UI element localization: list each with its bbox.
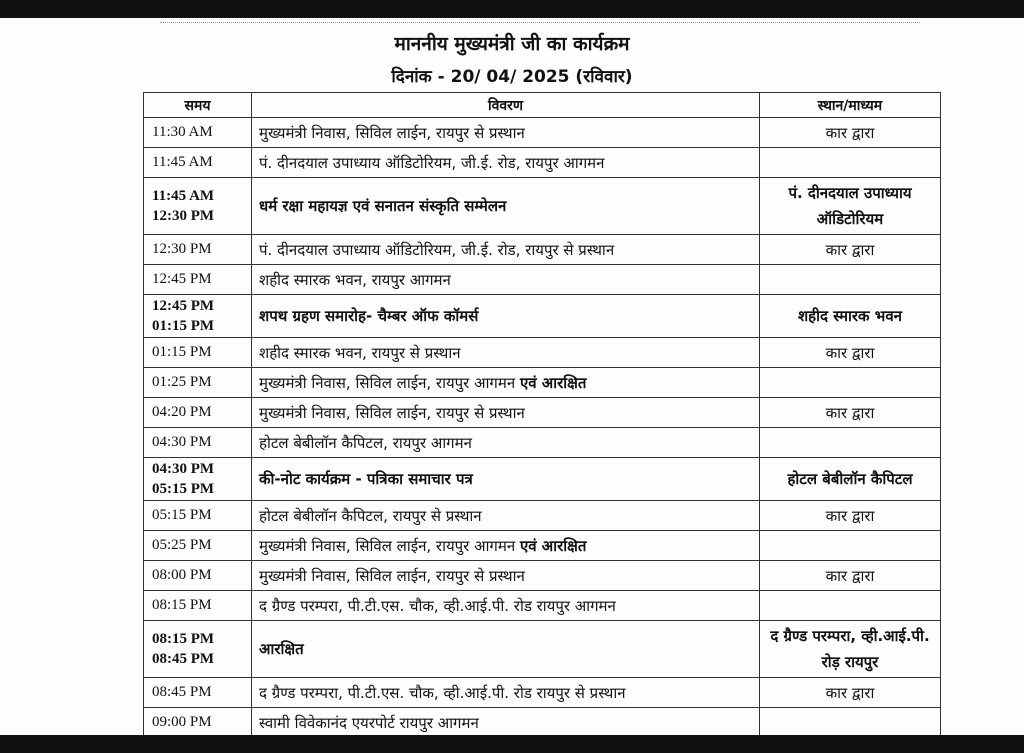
start-time: 08:15 PM xyxy=(152,631,215,647)
start-time: 08:15 PM xyxy=(152,597,212,613)
place-text: कार द्वारा xyxy=(825,683,875,702)
table-row xyxy=(144,531,941,561)
place-text: कार द्वारा xyxy=(825,506,875,525)
table-row xyxy=(144,501,941,531)
table-row xyxy=(144,428,941,458)
place-cell xyxy=(760,235,941,265)
place-text: पं. दीनदयाल उपाध्याय ऑडिटोरियम xyxy=(788,184,912,228)
end-time: 01:15 PM xyxy=(152,318,215,334)
description-cell xyxy=(252,678,760,708)
time-cell xyxy=(144,428,252,458)
description-cell xyxy=(252,428,760,458)
description-cell xyxy=(252,148,760,178)
page-title: माननीय मुख्यमंत्री जी का कार्यक्रम xyxy=(394,33,630,55)
place-cell xyxy=(760,398,941,428)
description-cell xyxy=(252,118,760,148)
place-text: कार द्वारा xyxy=(825,403,875,422)
start-time: 01:15 PM xyxy=(152,344,212,360)
start-time: 01:25 PM xyxy=(152,374,212,390)
place-text: द ग्रैण्ड परम्परा, व्ही.आई.पी. रोड़ रायपुर xyxy=(770,627,930,671)
description-text: द ग्रैण्ड परम्परा, पी.टी.एस. चौक, व्ही.आई.पी. रोड रायपुर से प्रस्थान xyxy=(259,683,626,702)
reserved-note: एवं आरक्षित xyxy=(519,536,587,555)
place-cell xyxy=(760,265,941,295)
description-cell xyxy=(252,458,760,501)
table-row xyxy=(144,118,941,148)
start-time: 04:30 PM xyxy=(152,461,215,477)
description-cell xyxy=(252,368,760,398)
description-text: मुख्यमंत्री निवास, सिविल लाईन, रायपुर से प्रस्थान xyxy=(259,403,525,422)
place-cell xyxy=(760,178,941,235)
place-cell xyxy=(760,118,941,148)
place-cell xyxy=(760,531,941,561)
time-cell xyxy=(144,458,252,501)
start-time: 11:30 AM xyxy=(152,124,213,140)
place-cell xyxy=(760,621,941,678)
time-cell xyxy=(144,148,252,178)
description-cell xyxy=(252,295,760,338)
start-time: 04:30 PM xyxy=(152,434,212,450)
description-text: पं. दीनदयाल उपाध्याय ऑडिटोरियम, जी.ई. रोड, रायपुर आगमन xyxy=(259,153,605,172)
document-page xyxy=(0,18,1024,735)
start-time: 05:25 PM xyxy=(152,537,212,553)
time-cell xyxy=(144,501,252,531)
start-time: 08:00 PM xyxy=(152,567,212,583)
description-cell xyxy=(252,178,760,235)
description-cell xyxy=(252,531,760,561)
end-time: 12:30 PM xyxy=(152,208,215,224)
table-header-row xyxy=(144,93,941,118)
description-cell xyxy=(252,708,760,736)
time-cell xyxy=(144,295,252,338)
description-text: आरक्षित xyxy=(259,640,304,658)
place-cell xyxy=(760,148,941,178)
table-row xyxy=(144,368,941,398)
date-line: दिनांक - 20/ 04/ 2025 (रविवार) xyxy=(391,67,633,87)
description-text: मुख्यमंत्री निवास, सिविल लाईन, रायपुर आगमन xyxy=(259,373,516,392)
start-time: 12:45 PM xyxy=(152,271,212,287)
table-row xyxy=(144,708,941,736)
description-text: शहीद स्मारक भवन, रायपुर से प्रस्थान xyxy=(259,343,461,362)
start-time: 11:45 AM xyxy=(152,188,215,204)
place-text: कार द्वारा xyxy=(825,123,875,142)
start-time: 12:30 PM xyxy=(152,241,212,257)
table-row xyxy=(144,235,941,265)
table-row xyxy=(144,148,941,178)
time-cell xyxy=(144,531,252,561)
reserved-note: एवं आरक्षित xyxy=(519,373,587,392)
description-cell xyxy=(252,235,760,265)
place-cell xyxy=(760,428,941,458)
description-text: पं. दीनदयाल उपाध्याय ऑडिटोरियम, जी.ई. रोड, रायपुर से प्रस्थान xyxy=(259,240,615,259)
description-text: शपथ ग्रहण समारोह- चैम्बर ऑफ कॉमर्स xyxy=(259,307,479,325)
top-divider xyxy=(160,22,920,23)
description-cell xyxy=(252,398,760,428)
time-cell xyxy=(144,178,252,235)
time-cell xyxy=(144,678,252,708)
time-cell xyxy=(144,265,252,295)
header-place: स्थान/माध्यम xyxy=(760,93,941,118)
time-cell xyxy=(144,235,252,265)
event-row xyxy=(144,458,941,501)
time-cell xyxy=(144,621,252,678)
description-text: शहीद स्मारक भवन, रायपुर आगमन xyxy=(259,270,451,289)
schedule-table xyxy=(143,92,941,735)
place-cell xyxy=(760,678,941,708)
place-cell xyxy=(760,561,941,591)
time-cell xyxy=(144,118,252,148)
end-time: 05:15 PM xyxy=(152,481,215,497)
header-time: समय xyxy=(144,93,252,118)
event-row xyxy=(144,621,941,678)
time-cell xyxy=(144,398,252,428)
place-text: कार द्वारा xyxy=(825,566,875,585)
description-cell xyxy=(252,338,760,368)
place-cell xyxy=(760,708,941,736)
description-cell xyxy=(252,591,760,621)
time-cell xyxy=(144,368,252,398)
description-text: स्वामी विवेकानंद एयरपोर्ट रायपुर आगमन xyxy=(259,713,479,732)
start-time: 12:45 PM xyxy=(152,298,215,314)
place-cell xyxy=(760,591,941,621)
place-cell xyxy=(760,368,941,398)
description-text: मुख्यमंत्री निवास, सिविल लाईन, रायपुर से प्रस्थान xyxy=(259,123,525,142)
place-text: होटल बेबीलॉन कैपिटल xyxy=(787,470,913,488)
start-time: 11:45 AM xyxy=(152,154,213,170)
place-text: शहीद स्मारक भवन xyxy=(797,307,902,325)
time-cell xyxy=(144,591,252,621)
description-cell xyxy=(252,501,760,531)
description-text: की-नोट कार्यक्रम - पत्रिका समाचार पत्र xyxy=(259,470,473,488)
start-time: 08:45 PM xyxy=(152,684,212,700)
table-row xyxy=(144,265,941,295)
start-time: 09:00 PM xyxy=(152,714,212,730)
place-cell xyxy=(760,458,941,501)
description-text: धर्म रक्षा महायज्ञ एवं सनातन संस्कृति सम्मेलन xyxy=(259,197,507,215)
header-description: विवरण xyxy=(252,93,760,118)
table-row xyxy=(144,591,941,621)
description-cell xyxy=(252,265,760,295)
description-text: मुख्यमंत्री निवास, सिविल लाईन, रायपुर से प्रस्थान xyxy=(259,566,525,585)
start-time: 04:20 PM xyxy=(152,404,212,420)
place-cell xyxy=(760,501,941,531)
description-text: द ग्रैण्ड परम्परा, पी.टी.एस. चौक, व्ही.आई.पी. रोड रायपुर आगमन xyxy=(259,596,616,615)
table-row xyxy=(144,678,941,708)
place-cell xyxy=(760,295,941,338)
description-text: होटल बेबीलॉन कैपिटल, रायपुर आगमन xyxy=(259,433,472,452)
table-row xyxy=(144,398,941,428)
time-cell xyxy=(144,338,252,368)
description-text: मुख्यमंत्री निवास, सिविल लाईन, रायपुर आगमन xyxy=(259,536,516,555)
start-time: 05:15 PM xyxy=(152,507,212,523)
description-text: होटल बेबीलॉन कैपिटल, रायपुर से प्रस्थान xyxy=(259,506,482,525)
end-time: 08:45 PM xyxy=(152,651,215,667)
place-cell xyxy=(760,338,941,368)
time-cell xyxy=(144,708,252,736)
event-row xyxy=(144,178,941,235)
description-cell xyxy=(252,561,760,591)
place-text: कार द्वारा xyxy=(825,343,875,362)
table-row xyxy=(144,561,941,591)
table-row xyxy=(144,338,941,368)
description-cell xyxy=(252,621,760,678)
event-row xyxy=(144,295,941,338)
place-text: कार द्वारा xyxy=(825,240,875,259)
time-cell xyxy=(144,561,252,591)
